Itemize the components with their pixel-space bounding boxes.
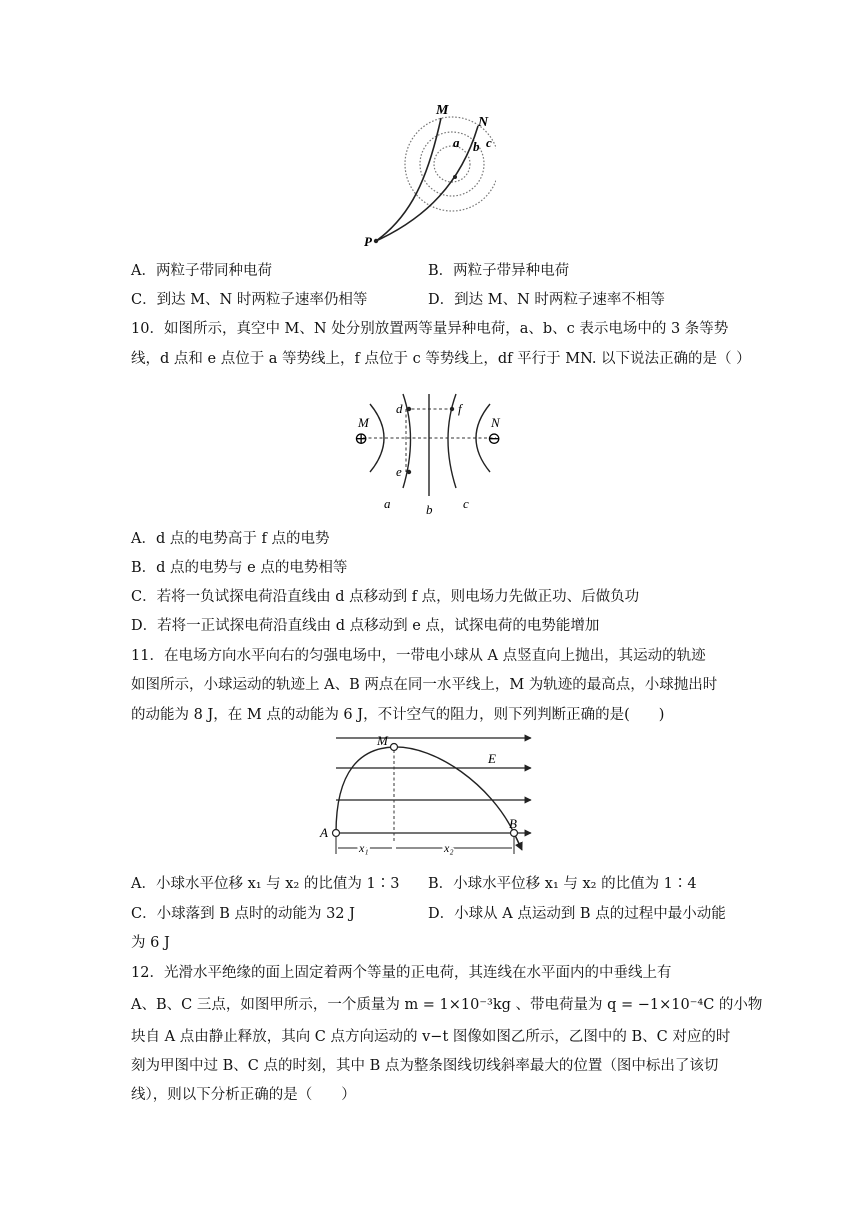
- q9-option-b: B．两粒子带异种电荷: [428, 263, 570, 279]
- figure-q10: [346, 390, 516, 518]
- q11-stem-line1: 11．在电场方向水平向右的匀强电场中，一带电小球从 A 点竖直向上抛出，其运动的轨迹: [131, 648, 706, 664]
- q9-option-d: D．到达 M、N 时两粒子速率不相等: [428, 292, 665, 308]
- point-d: [407, 407, 411, 411]
- q11-option-a: A．小球水平位移 x₁ 与 x₂ 的比值为 1∶3: [131, 876, 400, 892]
- label-c: c: [463, 496, 469, 511]
- q12-stem-line1: 12．光滑水平绝缘的面上固定着两个等量的正电荷，其连线在水平面内的中垂线上有: [131, 965, 672, 981]
- label-B: B: [509, 816, 517, 831]
- label-E: E: [488, 751, 496, 766]
- label-x1: x₁: [359, 841, 369, 855]
- point-M: [391, 744, 398, 751]
- label-c: c: [486, 135, 492, 150]
- point-e: [407, 470, 411, 474]
- label-d: d: [396, 401, 403, 416]
- q12-stem-line3: 块自 A 点由静止释放，其向 C 点方向运动的 v−t 图像如图乙所示，乙图中的 B、C 对应的时: [131, 1029, 731, 1045]
- charge-minus-icon: ⊖: [487, 429, 502, 448]
- label-x2: x₂: [444, 841, 454, 855]
- figure-q11: [316, 730, 542, 860]
- point-A: [333, 830, 340, 837]
- q11-option-b: B．小球水平位移 x₁ 与 x₂ 的比值为 1∶4: [428, 876, 697, 892]
- q11-option-c: C．小球落到 B 点时的动能为 32 J: [131, 906, 355, 922]
- label-N: N: [491, 415, 500, 430]
- q11-stem-line3: 的动能为 8 J，在 M 点的动能为 6 J，不计空气的阻力，则下列判断正确的是( ): [131, 707, 665, 723]
- q11-option-d: D．小球从 A 点运动到 B 点的过程中最小动能: [428, 906, 726, 922]
- figure-q9: [356, 98, 496, 250]
- point-f: [450, 407, 454, 411]
- q11-stem-line2: 如图所示，小球运动的轨迹上 A、B 两点在同一水平线上，M 为轨迹的最高点，小球抛出时: [131, 677, 718, 693]
- label-b: b: [473, 139, 480, 154]
- q10-option-d: D．若将一正试探电荷沿直线由 d 点移动到 e 点，试探电荷的电势能增加: [131, 618, 600, 634]
- q10-option-c: C．若将一负试探电荷沿直线由 d 点移动到 f 点，则电场力先做正功、后做负功: [131, 589, 640, 605]
- label-A: A: [320, 825, 328, 840]
- label-M: M: [377, 733, 388, 748]
- label-M: M: [436, 103, 449, 118]
- label-f: f: [458, 401, 462, 416]
- q12-stem-line4: 刻为甲图中过 B、C 点的时刻，其中 B 点为整条图线切线斜率最大的位置（图中标出了该切: [131, 1058, 719, 1074]
- q10-stem-line2: 线，d 点和 e 点位于 a 等势线上，f 点位于 c 等势线上，df 平行于 MN. 以下说法正确的是（ ）: [131, 351, 751, 367]
- label-M: M: [358, 415, 369, 430]
- label-a: a: [453, 135, 460, 150]
- q11-option-d-continued: 为 6 J: [131, 935, 170, 951]
- label-P: P: [364, 234, 372, 249]
- label-e: e: [396, 464, 402, 479]
- label-b: b: [426, 502, 433, 517]
- q9-option-a: A．两粒子带同种电荷: [131, 263, 272, 279]
- charge-plus-icon: ⊕: [354, 429, 369, 448]
- q9-option-c: C．到达 M、N 时两粒子速率仍相等: [131, 292, 368, 308]
- point-P: [374, 239, 378, 243]
- label-N: N: [478, 115, 489, 130]
- label-a: a: [384, 496, 391, 511]
- q10-stem-line1: 10．如图所示，真空中 M、N 处分别放置两等量异种电荷，a、b、c 表示电场中的 3 条等势: [131, 321, 729, 337]
- q10-option-b: B．d 点的电势与 e 点的电势相等: [131, 560, 348, 576]
- q12-stem-line2: A、B、C 三点，如图甲所示，一个质量为 m = 1×10⁻³kg 、带电荷量为 q = −1×10⁻⁴C 的小物: [131, 997, 763, 1013]
- q12-stem-line5: 线），则以下分析正确的是（ ）: [131, 1087, 356, 1103]
- q10-option-a: A．d 点的电势高于 f 点的电势: [131, 531, 330, 547]
